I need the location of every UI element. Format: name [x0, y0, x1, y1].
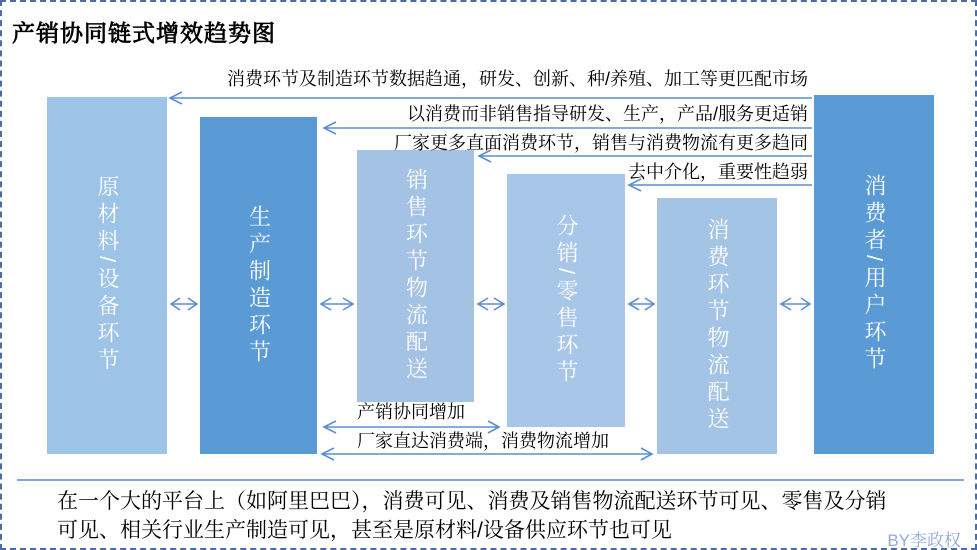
bar-consumption-logistics-label: 消费环节物流配送: [705, 218, 730, 434]
footer-paragraph: [57, 487, 947, 545]
bar-raw-materials: [47, 97, 167, 454]
exchange-arrow-5-icon: [781, 298, 810, 310]
annotation-consumption-guided-rd: 以消费而非销售指导研发、生产，产品/服务更适销: [407, 104, 808, 124]
bar-raw-materials-label: 原材料/设备环节: [95, 175, 120, 376]
bar-consumption-logistics: [657, 198, 777, 454]
signature: BY李政权: [887, 531, 961, 550]
bar-sales-logistics-label: 销售环节物流配送: [403, 168, 429, 384]
exchange-arrow-4-icon: [629, 298, 654, 310]
annotation-coordination-increase: 产销协同增加: [357, 402, 465, 422]
exchange-arrow-1-icon: [171, 298, 197, 310]
bar-production-manufacturing: [200, 117, 317, 454]
annotation-direct-to-consumer: 厂家更多直面消费环节，销售与消费物流有更多趋同: [394, 133, 808, 153]
bar-distribution-retail: [507, 174, 625, 427]
bar-consumer-user-label: 消费者/用户环节: [862, 174, 887, 375]
footer-line-2: 可见、相关行业生产制造可见，甚至是原材料/设备供应环节也可见: [57, 519, 672, 542]
bar-consumer-user: [814, 95, 934, 454]
bar-production-manufacturing-label: 生产制造环节: [246, 204, 272, 367]
bar-distribution-retail-label: 分销/零售环节: [554, 213, 579, 388]
exchange-arrow-3-icon: [478, 298, 504, 310]
footer-line-1: 在一个大的平台上（如阿里巴巴），消费可见、消费及销售物流配送环节可见、零售及分销: [57, 490, 887, 513]
annotation-data-integration: 消费环节及制造环节数据趋通，研发、创新、种/养殖、加工等更匹配市场: [227, 69, 808, 89]
exchange-arrow-2-icon: [321, 298, 353, 310]
annotation-direct-reach: 厂家直达消费端，消费物流增加: [357, 431, 609, 451]
bar-sales-logistics: [357, 150, 474, 402]
annotation-disintermediation: 去中介化，重要性趋弱: [628, 162, 808, 182]
page-title: 产销协同链式增效趋势图: [12, 20, 276, 46]
